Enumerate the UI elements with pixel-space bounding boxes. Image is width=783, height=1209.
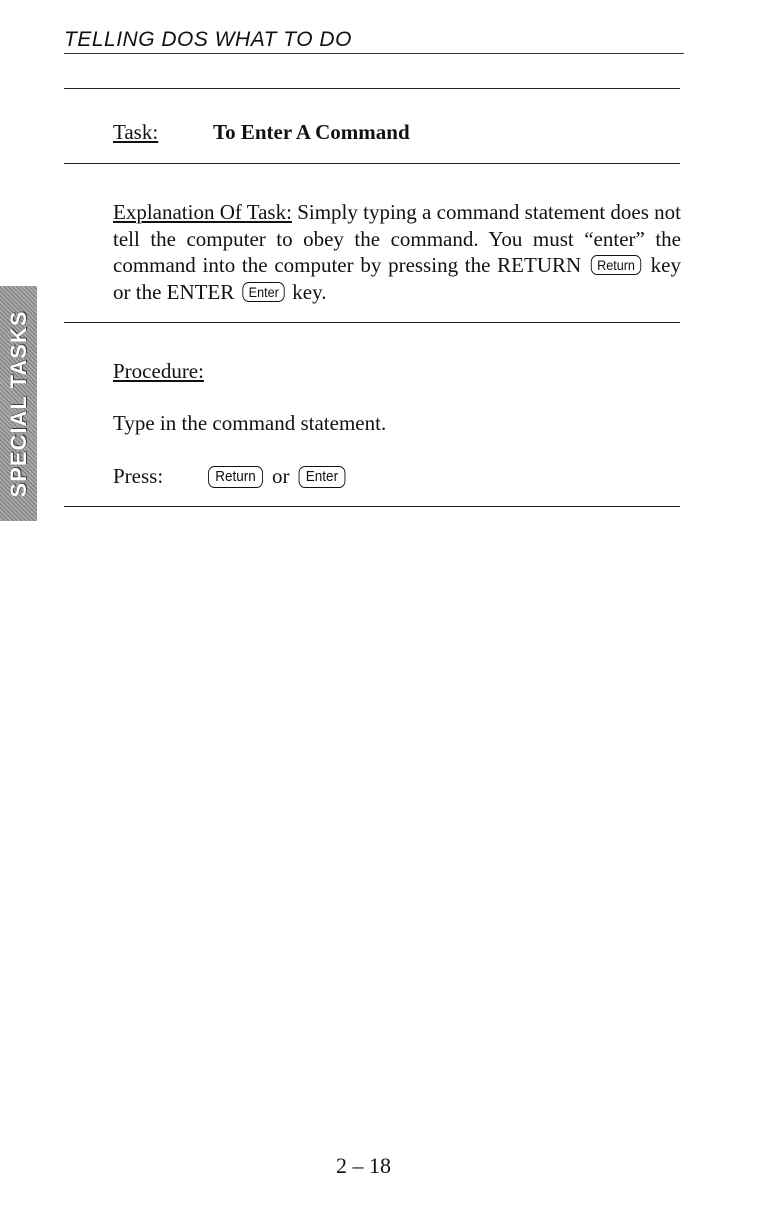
divider-task: [64, 163, 680, 164]
running-header: TELLING DOS WHAT TO DO: [64, 28, 684, 54]
explanation-text-end: key.: [287, 279, 327, 304]
divider-top: [64, 88, 680, 89]
return-key-icon: Return: [591, 255, 641, 275]
explanation-label: Explanation Of Task:: [113, 200, 292, 224]
return-key-icon: Return: [208, 466, 263, 488]
or-text: or: [272, 464, 290, 488]
task-title: To Enter A Command: [213, 120, 410, 144]
explanation-text-middle: key or the ENTER: [113, 253, 681, 304]
task-line: [113, 118, 410, 146]
section-side-tab: [0, 286, 37, 521]
press-line: [113, 462, 338, 490]
task-label: Task:: [113, 120, 159, 144]
divider-explanation: [64, 322, 680, 323]
divider-procedure: [64, 506, 680, 507]
procedure-step: Type in the command statement.: [113, 411, 387, 435]
explanation-paragraph: [113, 199, 681, 305]
enter-key-icon: Enter: [242, 282, 285, 302]
side-tab-label: SPECIAL TASKS: [5, 310, 31, 497]
page-number: 2 – 18: [336, 1153, 391, 1178]
procedure-heading: Procedure:: [113, 359, 204, 383]
press-label: Press:: [113, 464, 164, 488]
press-keys: [205, 462, 347, 490]
enter-key-icon: Enter: [298, 466, 345, 488]
explanation-text: Simply typing a command statement does not tell the computer to obey the command. You must “enter” the command into the computer by pressing the RETURN: [113, 200, 681, 277]
